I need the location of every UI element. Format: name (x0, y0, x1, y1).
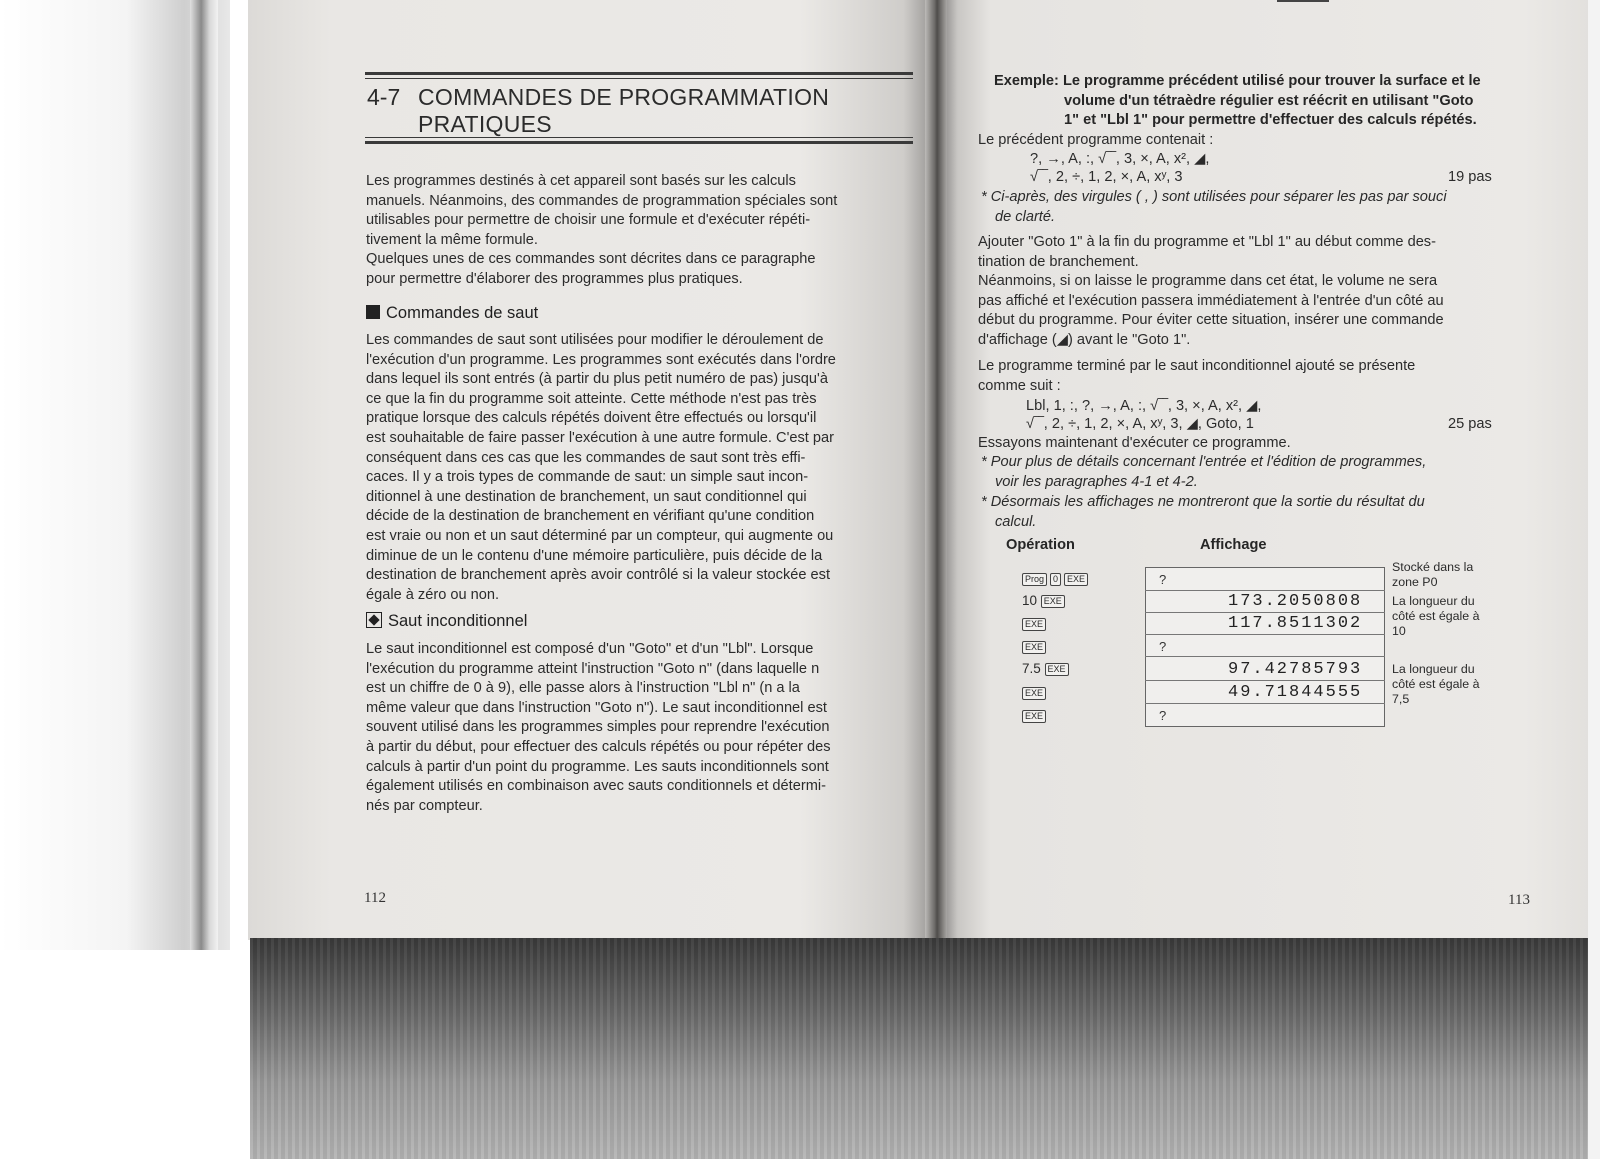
section-heading-unconditional-jump (366, 612, 527, 631)
operation-row (1022, 661, 1072, 676)
display-note (981, 493, 1532, 532)
chapter-number: 4-7 (367, 84, 401, 110)
body-line: l'exécution du programme atteint l'instruction "Goto n" (dans laquelle n (366, 660, 820, 677)
prog-key: Prog (1022, 573, 1047, 586)
prev-steps-count: 19 pas (1448, 169, 1492, 185)
col-affichage-header: Affichage (1200, 537, 1267, 553)
add-goto-paragraph (978, 233, 1532, 351)
zero-key: 0 (1050, 573, 1061, 586)
body-line: diminue de un le contenu d'une mémoire particulière, puis décide de la (366, 547, 823, 564)
section-heading-jump-commands (366, 304, 538, 323)
body-line: ditionnel à une destination de branchement, un saut conditionnel qui (366, 488, 807, 505)
note-side-7-5 (1392, 662, 1532, 707)
body-line: est souhaitable de faire passer l'exécution à une autre formule. C'est par (366, 429, 834, 446)
example-line: Exemple: Le programme précédent utilisé pour trouver la surface et le (994, 73, 1481, 89)
display-result: 49.71844555 (1228, 683, 1363, 702)
body-line: Le saut inconditionnel est composé d'un "Goto" et d'un "Lbl". Lorsque (366, 641, 814, 657)
input-value: 7.5 (1022, 661, 1041, 676)
display-note-line1: * Désormais les affichages ne montreront que la sortie du résultat du (981, 494, 1425, 510)
operation-row (1022, 639, 1049, 654)
right-margin (1588, 0, 1600, 1159)
page-number-left: 112 (364, 890, 386, 906)
note-line: côté est égale à (1392, 677, 1480, 691)
exe-key: EXE (1022, 641, 1046, 654)
prev-steps-line1: ?, →, A, :, √‾‾, 3, ×, A, x², ◢, (1030, 151, 1210, 167)
body-line: tination de branchement. (978, 253, 1139, 270)
body-line: dans lequel ils sont entrés (à partir du plus petit numéro de pas) jusqu'à (366, 371, 828, 388)
header-rule-top (365, 72, 913, 75)
note-line: 7,5 (1392, 692, 1410, 706)
body-line: Néanmoins, si on laisse le programme dans cet état, le volume ne sera (978, 273, 1438, 290)
display-divider (1145, 590, 1385, 591)
body-line: pas affiché et l'exécution passera immédiatement à l'entrée d'un côté au (978, 292, 1444, 309)
prev-contained-label: Le précédent programme contenait : (978, 132, 1214, 148)
diamond-bullet-icon (366, 612, 382, 628)
note-line: 10 (1392, 624, 1406, 638)
intro-line: manuels. Néanmoins, des commandes de programmation spéciales sont (366, 192, 838, 209)
display-note-line2: calcul. (995, 513, 1037, 530)
final-steps-count: 25 pas (1448, 416, 1492, 432)
operation-row (1022, 708, 1049, 723)
body-line: décide de la destination de branchement en vérifiant qu'une condition (366, 508, 815, 525)
edit-note-line1: * Pour plus de détails concernant l'entrée et l'édition de programmes, (981, 454, 1427, 470)
operation-row (1022, 571, 1091, 586)
body-line: calculs à partir d'un point du programme. Les sauts inconditionnels sont (366, 758, 829, 775)
example-line: 1" et "Lbl 1" pour permettre d'effectuer des calculs répétés. (1064, 112, 1477, 129)
section1-title: Commandes de saut (386, 304, 539, 322)
book-spine (925, 0, 947, 940)
section2-paragraph (366, 640, 911, 816)
chapter-title-line2: PRATIQUES (418, 111, 552, 137)
note-side-10 (1392, 594, 1532, 639)
exe-key: EXE (1022, 710, 1046, 723)
display-prompt: ? (1159, 572, 1167, 587)
body-line: même valeur que dans l'instruction "Goto n"). Le saut inconditionnel est (366, 699, 827, 716)
body-line: l'exécution d'un programme. Les programmes sont exécutés dans l'ordre (366, 351, 836, 368)
section1-paragraph (366, 331, 911, 605)
body-line: Les commandes de saut sont utilisées pour modifier le déroulement de (366, 332, 824, 348)
comma-note-line1: * Ci-après, des virgules ( , ) sont utilisées pour séparer les pas par souci (981, 189, 1447, 205)
display-divider (1145, 634, 1385, 635)
note-line: Stocké dans la (1392, 560, 1474, 574)
display-prompt: ? (1159, 639, 1167, 654)
filled-square-icon (366, 305, 380, 319)
example-paragraph (994, 72, 1532, 131)
body-line: pratique lorsque des calculs répétés doivent être effectués ou lorsqu'il (366, 410, 817, 427)
final-steps-line1: Lbl, 1, :, ?, →, A, :, √‾‾, 3, ×, A, x², ◢, (1026, 398, 1262, 414)
body-line: caces. Il y a trois types de commande de saut: un simple saut incon- (366, 469, 809, 486)
page-number-right: 113 (1508, 892, 1530, 908)
exe-key: EXE (1041, 595, 1065, 608)
comma-note-line2: de clarté. (995, 208, 1056, 225)
display-result: 117.8511302 (1228, 614, 1363, 633)
body-line: Le programme terminé par le saut inconditionnel ajouté se présente (978, 358, 1416, 374)
body-line: est vraie ou non et un saut déterminé par un compteur, qui augmente ou (366, 527, 834, 544)
note-line: côté est égale à (1392, 609, 1480, 623)
body-line: ce que la fin du programme soit atteinte. Cette méthode n'est pas très (366, 390, 817, 407)
intro-line: Les programmes destinés à cet appareil sont basés sur les calculs (366, 173, 796, 189)
note-line: La longueur du (1392, 594, 1475, 608)
body-line: d'affichage (◢) avant le "Goto 1". (978, 331, 1191, 348)
input-value: 10 (1022, 593, 1038, 608)
edit-note (981, 453, 1532, 492)
body-line: nés par compteur. (366, 797, 483, 814)
display-result: 173.2050808 (1228, 592, 1363, 611)
col-operation-header: Opération (1006, 537, 1075, 553)
body-line: comme suit : (978, 377, 1061, 394)
operation-row (1022, 616, 1049, 631)
body-line: égale à zéro ou non. (366, 586, 500, 603)
chapter-title-line1: COMMANDES DE PROGRAMMATION (418, 84, 830, 110)
exe-key: EXE (1045, 663, 1069, 676)
operation-row (1022, 685, 1049, 700)
body-line: également utilisés en combinaison avec sauts conditionnels et détermi- (366, 778, 826, 795)
display-divider (1145, 703, 1385, 704)
body-line: à partir du début, pour effectuer des calculs répétés ou pour répéter des (366, 738, 831, 755)
body-line: destination de branchement après avoir contrôlé si la valeur stockée est (366, 567, 831, 584)
example-line: volume d'un tétraèdre régulier est réécrit en utilisant "Goto (1064, 92, 1474, 109)
prev-steps-line2: √‾‾, 2, ÷, 1, 2, ×, A, xʸ, 3 (1030, 169, 1183, 185)
section2-title: Saut inconditionnel (388, 612, 528, 630)
display-divider (1145, 656, 1385, 657)
note-line: zone P0 (1392, 575, 1438, 589)
header-rule-bottom (365, 141, 913, 144)
top-tab-mark (1277, 0, 1329, 2)
exe-key: EXE (1022, 687, 1046, 700)
note-stored-p0 (1392, 560, 1532, 590)
comma-note (981, 188, 1532, 227)
note-line: La longueur du (1392, 662, 1475, 676)
final-steps-line2: √‾‾, 2, ÷, 1, 2, ×, A, xʸ, 3, ◢, Goto, 1 (1026, 416, 1254, 432)
body-line: conséquent dans ces cas que les commandes de saut sont très effi- (366, 449, 806, 466)
display-prompt: ? (1159, 708, 1167, 723)
final-program-paragraph (978, 357, 1532, 396)
body-line: est un chiffre de 0 à 9), elle passe alors à l'instruction "Lbl n" (n a la (366, 680, 800, 697)
edit-note-line2: voir les paragraphes 4-1 et 4-2. (995, 473, 1198, 490)
operation-row (1022, 593, 1068, 608)
exe-key: EXE (1022, 618, 1046, 631)
intro-paragraph (366, 172, 911, 290)
scan-streaks (250, 938, 1590, 1159)
page-stack-edge (190, 0, 218, 950)
header-rule-bottom-thin (365, 137, 913, 138)
intro-line: utilisables pour permettre de choisir une formule et d'exécuter répéti- (366, 212, 811, 229)
display-result: 97.42785793 (1228, 660, 1363, 679)
body-line: souvent utilisé dans les programmes simples pour reprendre l'exécution (366, 719, 830, 736)
intro-line: Quelques unes de ces commandes sont décrites dans ce paragraphe (366, 251, 816, 268)
intro-line: tivement la même formule. (366, 231, 538, 248)
display-divider (1145, 612, 1385, 613)
body-line: Ajouter "Goto 1" à la fin du programme et "Lbl 1" au début comme des- (978, 234, 1436, 250)
display-divider (1145, 680, 1385, 681)
exe-key: EXE (1064, 573, 1088, 586)
body-line: début du programme. Pour éviter cette situation, insérer une commande (978, 312, 1444, 329)
intro-line: pour permettre d'élaborer des programmes plus pratiques. (366, 270, 743, 287)
chapter-title (418, 84, 898, 138)
header-rule-top-thin (365, 78, 913, 79)
try-now-line: Essayons maintenant d'exécuter ce programme. (978, 435, 1291, 451)
